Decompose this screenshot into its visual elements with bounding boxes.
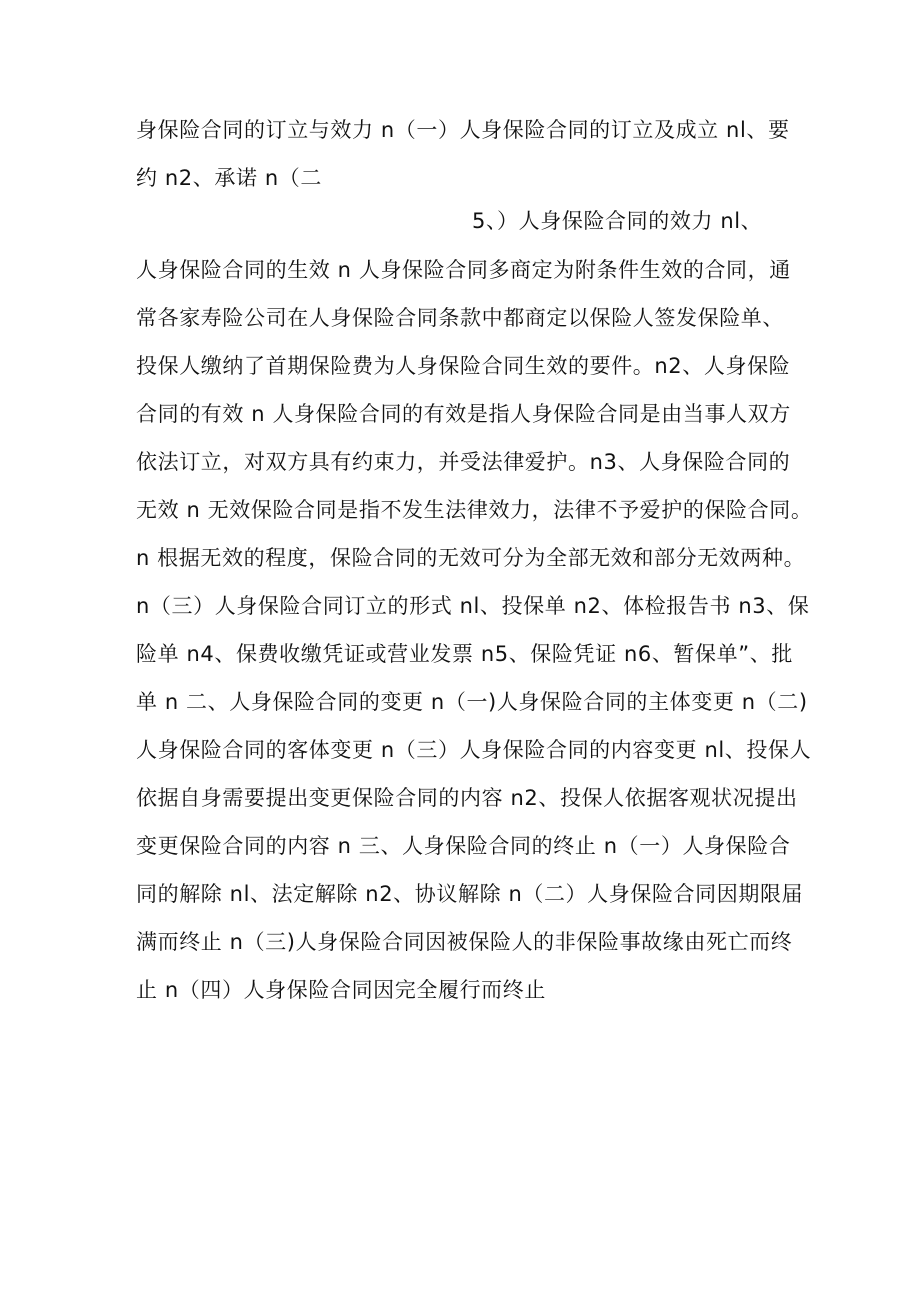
paragraph-line-18: 满而终止 n（三)人身保险合同因被保险人的非保险事故缘由死亡而终 bbox=[136, 930, 793, 954]
paragraph-line-11: n（三）人身保险合同订立的形式 nl、投保单 n2、体检报告书 n3、保 bbox=[136, 594, 810, 618]
paragraph-line-2: 约 n2、承诺 n（二 bbox=[136, 166, 322, 190]
paragraph-line-10: n 根据无效的程度，保险合同的无效可分为全部无效和部分无效两种。 bbox=[136, 546, 806, 570]
paragraph-line-1: 身保险合同的订立与效力 n（一）人身保险合同的订立及成立 nl、要 bbox=[136, 118, 790, 142]
paragraph-line-3: 5、）人身保险合同的效力 nl、 bbox=[472, 209, 763, 233]
paragraph-line-8: 依法订立，对双方具有约束力，并受法律爱护。n3、人身保险合同的 bbox=[136, 450, 791, 474]
paragraph-line-5: 常各家寿险公司在人身保险合同条款中都商定以保险人签发保险单、 bbox=[136, 306, 784, 330]
paragraph-line-14: 人身保险合同的客体变更 n（三）人身保险合同的内容变更 nl、投保人 bbox=[136, 738, 812, 762]
paragraph-line-16: 变更保险合同的内容 n 三、人身保险合同的终止 n（一）人身保险合 bbox=[136, 834, 791, 858]
paragraph-line-7: 合同的有效 n 人身保险合同的有效是指人身保险合同是由当事人双方 bbox=[136, 402, 791, 426]
paragraph-line-4: 人身保险合同的生效 n 人身保险合同多商定为附条件生效的合同，通 bbox=[136, 258, 791, 282]
paragraph-line-9: 无效 n 无效保险合同是指不发生法律效力，法律不予爱护的保险合同。 bbox=[136, 498, 813, 522]
paragraph-line-12: 险单 n4、保费收缴凭证或营业发票 n5、保险凭证 n6、暂保单”、批 bbox=[136, 642, 793, 666]
paragraph-line-17: 同的解除 nl、法定解除 n2、协议解除 n（二）人身保险合同因期限届 bbox=[136, 882, 804, 906]
paragraph-line-15: 依据自身需要提出变更保险合同的内容 n2、投保人依据客观状况提出 bbox=[136, 786, 798, 810]
paragraph-line-6: 投保人缴纳了首期保险费为人身保险合同生效的要件。n2、人身保险 bbox=[136, 354, 791, 378]
paragraph-line-13: 单 n 二、人身保险合同的变更 n（一)人身保险合同的主体变更 n（二) bbox=[136, 690, 808, 714]
paragraph-line-19: 止 n（四）人身保险合同因完全履行而终止 bbox=[136, 978, 546, 1002]
